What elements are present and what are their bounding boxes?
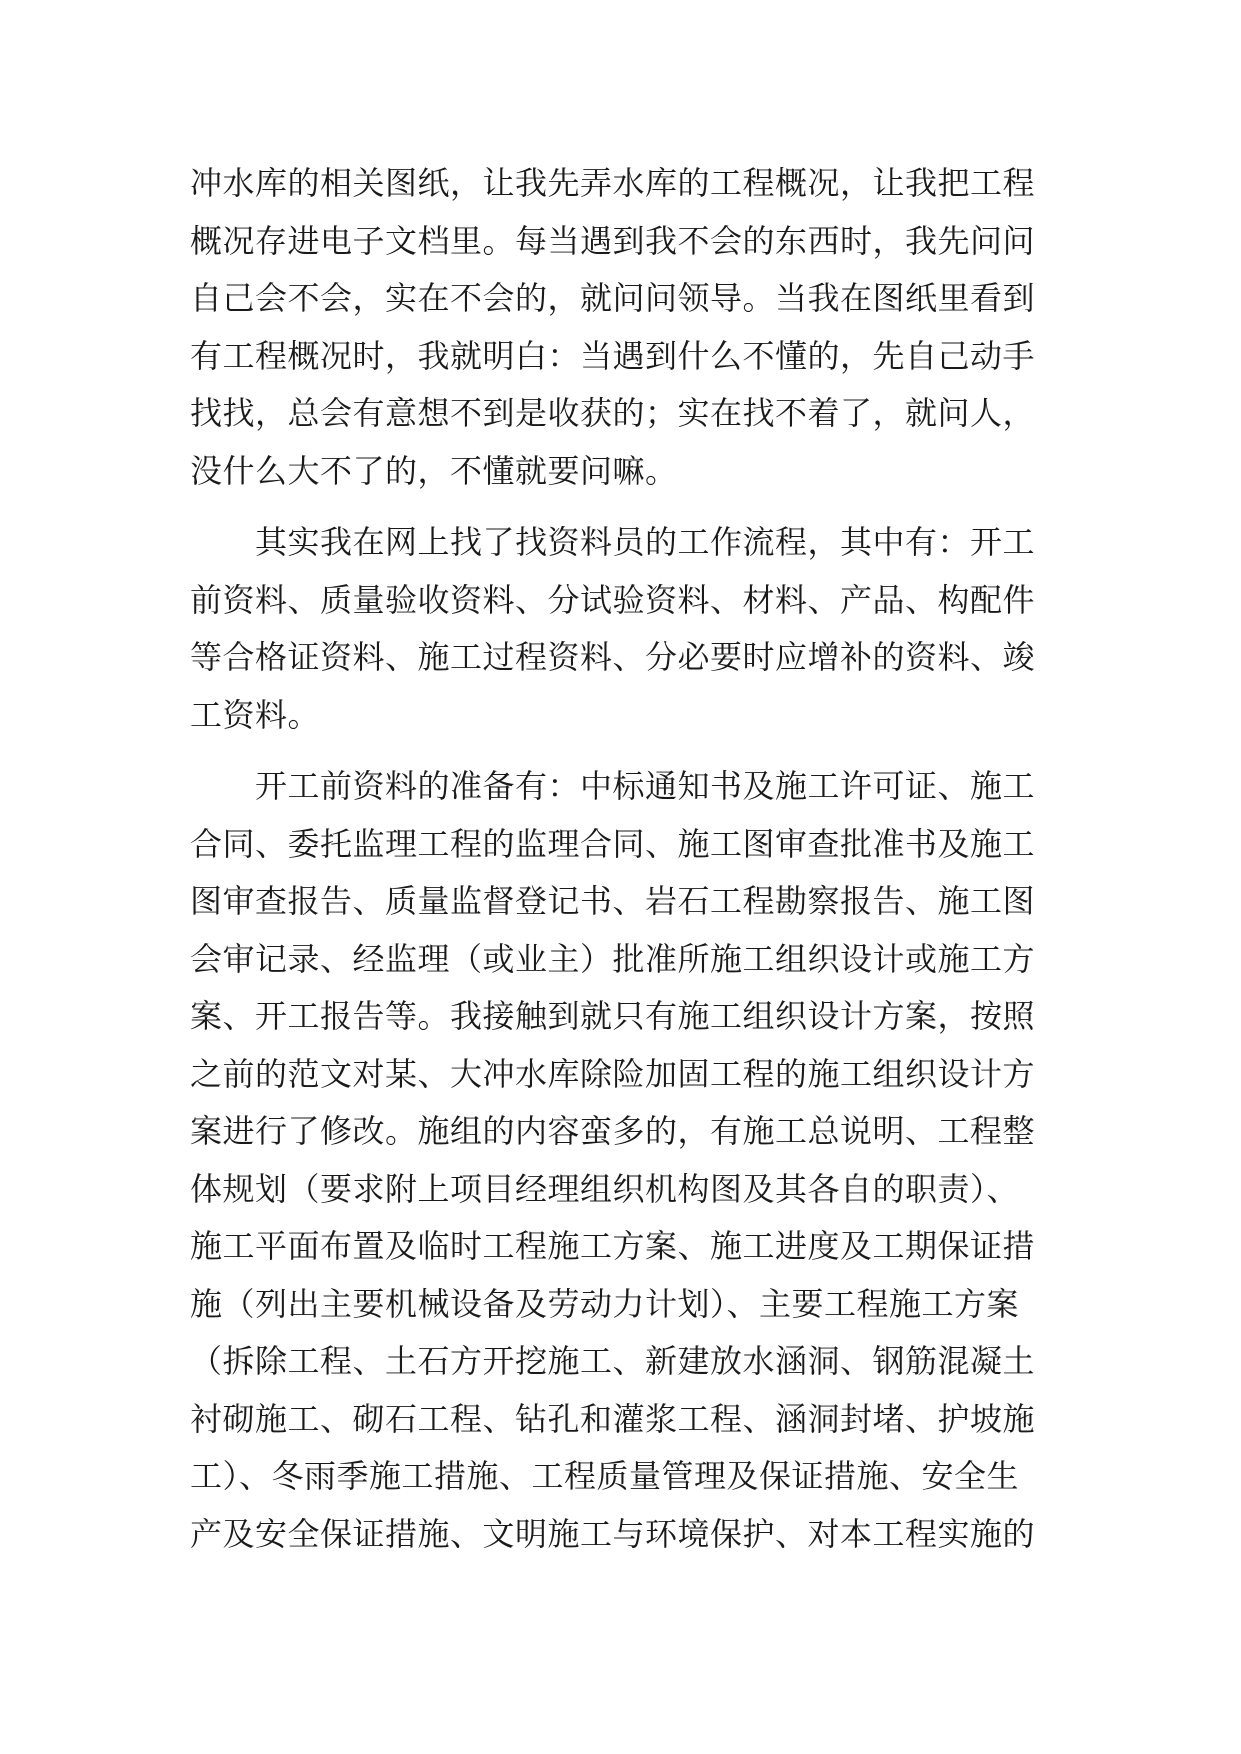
text-line: 图审查报告、质量监督登记书、岩石工程勘察报告、施工图 — [190, 882, 1036, 920]
text-line: 前资料、质量验收资料、分试验资料、材料、产品、构配件 — [190, 580, 1036, 619]
paragraph-3 — [190, 758, 1070, 1563]
text-line: 会审记录、经监理（或业主）批准所施工组织设计或施工方 — [190, 939, 1036, 978]
text-line: 产及安全保证措施、文明施工与环境保护、对本工程实施的 — [190, 1514, 1036, 1553]
text-line: 工）、冬雨季施工措施、工程质量管理及保证措施、安全生 — [190, 1457, 1020, 1495]
paragraph-2 — [190, 514, 1070, 744]
text-line: 概况存进电子文档里。每当遇到我不会的东西时，我先问问 — [190, 221, 1036, 260]
text-line: 找找，总会有意想不到是收获的；实在找不着了，就问人， — [190, 394, 1036, 432]
text-line: 自己会不会，实在不会的，就问问领导。当我在图纸里看到 — [190, 279, 1036, 317]
text-line: 案、开工报告等。我接触到就只有施工组织设计方案，按照 — [190, 997, 1036, 1035]
text-line: 施工平面布置及临时工程施工方案、施工进度及工期保证措 — [190, 1227, 1036, 1265]
text-line: 冲水库的相关图纸，让我先弄水库的工程概况，让我把工程 — [190, 164, 1036, 202]
text-line: 等合格证资料、施工过程资料、分必要时应增补的资料、竣 — [190, 638, 1036, 676]
document-body — [190, 155, 1070, 1563]
text-line: 体规划（要求附上项目经理组织机构图及其各自的职责）、 — [190, 1169, 1020, 1208]
text-line: （拆除工程、土石方开挖施工、新建放水涵洞、钢筋混凝土 — [190, 1342, 1036, 1380]
text-line: 案进行了修改。施组的内容蛮多的，有施工总说明、工程整 — [190, 1112, 1036, 1150]
text-line: 合同、委托监理工程的监理合同、施工图审查批准书及施工 — [190, 824, 1036, 863]
text-line: 开工前资料的准备有：中标通知书及施工许可证、施工 — [190, 767, 1036, 805]
text-line: 有工程概况时，我就明白：当遇到什么不懂的，先自己动手 — [190, 336, 1036, 375]
text-line: 其实我在网上找了找资料员的工作流程，其中有：开工 — [190, 523, 1036, 561]
text-line: 施（列出主要机械设备及劳动力计划）、主要工程施工方案 — [190, 1284, 1020, 1323]
text-line: 衬砌施工、砌石工程、钻孔和灌浆工程、涵洞封堵、护坡施 — [190, 1399, 1036, 1438]
text-line: 工资料。 — [190, 695, 321, 734]
text-line: 之前的范文对某、大冲水库除险加固工程的施工组织设计方 — [190, 1054, 1036, 1093]
text-line: 没什么大不了的，不懂就要问嘛。 — [190, 451, 678, 490]
paragraph-1 — [190, 155, 1070, 500]
